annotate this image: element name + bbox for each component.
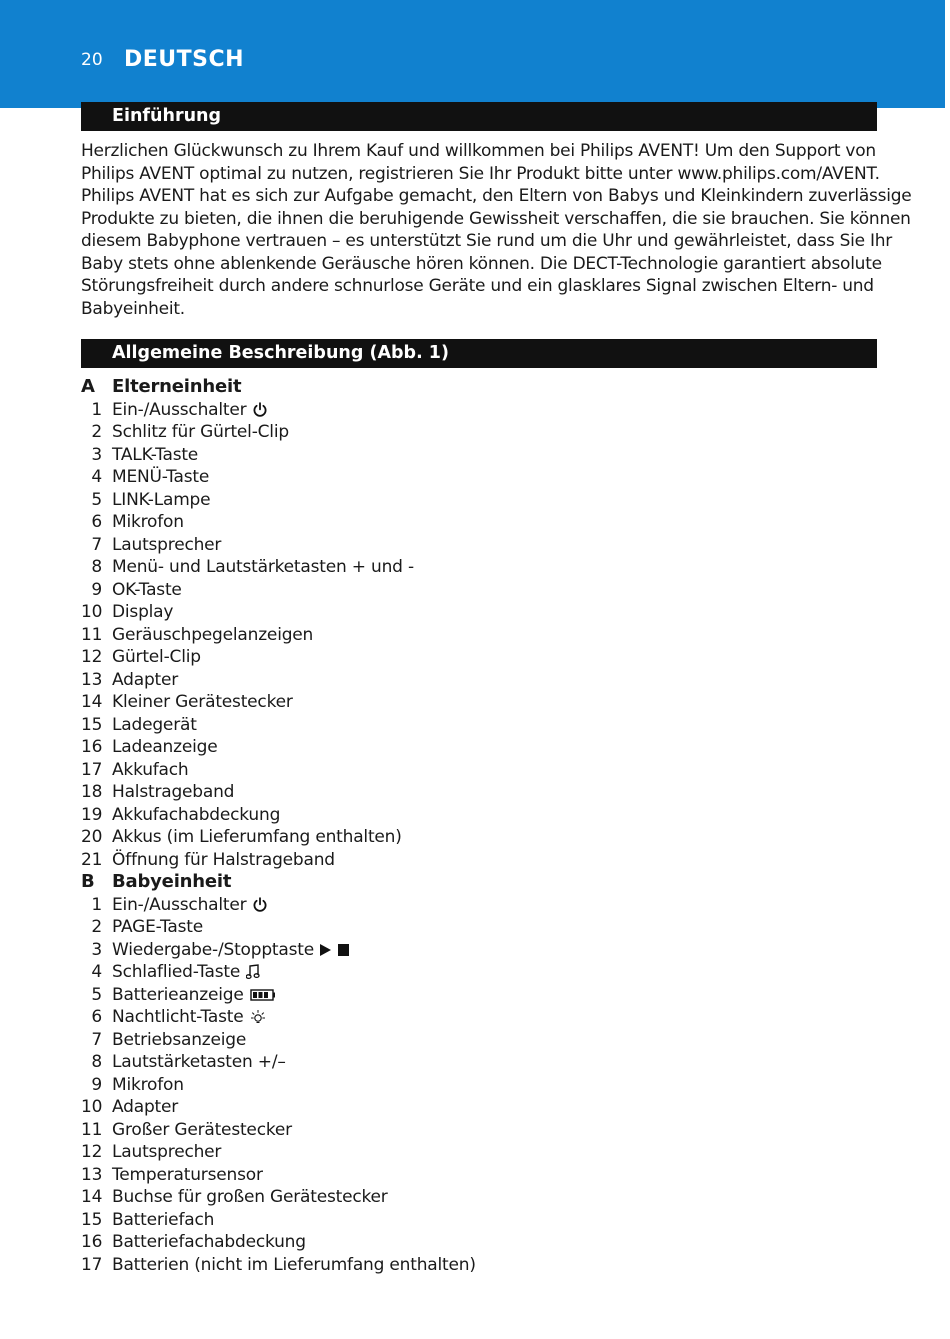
list-item [81, 1119, 841, 1142]
item-label [112, 444, 198, 467]
item-label-text: MENÜ-Taste [112, 467, 210, 487]
list-item [81, 984, 841, 1007]
play-stop-icon [320, 943, 350, 957]
item-label-text: Ein-/Ausschalter [112, 894, 247, 915]
item-number: 13 [81, 1164, 103, 1185]
item-number: 3 [91, 939, 102, 960]
item-label [112, 691, 293, 714]
item-number: 1 [91, 894, 102, 915]
list-item [81, 511, 841, 534]
item-number: 8 [91, 1052, 102, 1072]
list-item [81, 421, 841, 444]
item-label-text: Schlaflied-Taste [112, 962, 241, 982]
item-number: 7 [91, 534, 102, 555]
item-label [112, 781, 234, 804]
list-item [81, 759, 841, 782]
language-title: DEUTSCH [124, 47, 245, 72]
item-number: 2 [91, 917, 102, 937]
item-number: 20 [81, 827, 103, 847]
parent-unit-heading [81, 376, 841, 399]
list-item [81, 444, 841, 467]
item-label [112, 849, 335, 872]
item-label-text: OK-Taste [112, 579, 182, 600]
item-label-text: Temperatursensor [112, 1164, 263, 1185]
item-number: 14 [81, 1187, 103, 1207]
list-item [81, 1164, 841, 1187]
list-item [81, 714, 841, 737]
item-number: 4 [91, 467, 102, 487]
item-number: 21 [81, 849, 103, 870]
item-number: 16 [81, 737, 103, 757]
item-label-text: Batteriefachabdeckung [112, 1232, 306, 1252]
list-item [81, 624, 841, 647]
list-item [81, 939, 841, 962]
item-label-text: Batterieanzeige [112, 984, 244, 1005]
section-heading-intro: Einführung [81, 102, 877, 131]
item-label-text: PAGE-Taste [112, 917, 203, 937]
list-item [81, 916, 841, 939]
list-item [81, 1254, 841, 1277]
item-label-text: Display [112, 602, 174, 622]
intro-line: Herzlichen Glückwunsch zu Ihrem Kauf und willkommen bei Philips AVENT! Um den Support von [81, 141, 876, 161]
item-label [112, 624, 313, 647]
item-number: 16 [81, 1232, 103, 1252]
list-item [81, 1141, 841, 1164]
list-item [81, 1006, 841, 1029]
item-label [112, 916, 203, 939]
list-item [81, 961, 841, 984]
item-number: 11 [81, 1119, 103, 1140]
list-item [81, 556, 841, 579]
item-label [112, 1051, 286, 1074]
power-icon [252, 897, 268, 913]
item-number: 19 [81, 804, 103, 825]
item-label-text: Großer Gerätestecker [112, 1119, 292, 1140]
item-number: 10 [81, 1097, 103, 1117]
item-label [112, 1006, 266, 1029]
item-label-text: Halstrageband [112, 782, 235, 802]
item-label [112, 714, 197, 737]
list-item [81, 601, 841, 624]
item-label-text: Akkus (im Lieferumfang enthalten) [112, 827, 402, 847]
item-number: 12 [81, 1142, 103, 1162]
item-label [112, 961, 260, 984]
item-number: 6 [91, 512, 102, 532]
list-item [81, 1029, 841, 1052]
item-label [112, 534, 221, 557]
item-label-text: Akkufachabdeckung [112, 804, 281, 825]
item-number: 1 [91, 399, 102, 420]
item-label [112, 1074, 184, 1097]
item-label [112, 736, 218, 759]
item-label [112, 1254, 476, 1277]
item-label-text: TALK-Taste [112, 444, 199, 465]
list-item [81, 1209, 841, 1232]
item-label [112, 894, 268, 917]
item-label [112, 489, 210, 512]
list-item [81, 781, 841, 804]
item-number: 12 [81, 647, 103, 667]
item-label-text: Schlitz für Gürtel-Clip [112, 422, 289, 442]
section-heading-description: Allgemeine Beschreibung (Abb. 1) [81, 339, 877, 368]
list-item [81, 736, 841, 759]
group-title: Elterneinheit [112, 376, 242, 397]
list-item [81, 646, 841, 669]
music-note-icon [246, 964, 260, 980]
item-number: 14 [81, 692, 103, 712]
intro-paragraph [81, 140, 912, 320]
item-label [112, 826, 402, 849]
item-label-text: Betriebsanzeige [112, 1029, 247, 1050]
list-item [81, 534, 841, 557]
item-label-text: Lautsprecher [112, 1142, 222, 1162]
list-item [81, 489, 841, 512]
list-item [81, 399, 841, 422]
item-number: 5 [91, 984, 102, 1005]
item-label [112, 804, 280, 827]
item-label [112, 939, 350, 962]
item-label-text: Lautsprecher [112, 534, 222, 555]
item-label [112, 1164, 263, 1187]
item-number: 15 [81, 714, 103, 735]
item-label-text: Buchse für großen Gerätestecker [112, 1187, 388, 1207]
item-label [112, 579, 182, 602]
item-number: 11 [81, 624, 103, 645]
item-number: 17 [81, 1254, 103, 1275]
intro-line: Babyeinheit. [81, 298, 185, 319]
header-banner [0, 0, 945, 108]
item-label [112, 1096, 178, 1119]
page-number: 20 [81, 50, 103, 70]
intro-line: Baby stets ohne ablenkende Geräusche hören können. Die DECT-Technologie garantiert absolute [81, 253, 882, 274]
item-label-text: Ein-/Ausschalter [112, 399, 247, 420]
group-letter: B [81, 871, 95, 892]
item-label [112, 759, 189, 782]
list-item [81, 849, 841, 872]
item-label [112, 511, 184, 534]
item-number: 6 [91, 1007, 102, 1027]
item-label [112, 601, 173, 624]
item-label-text: Akkufach [112, 759, 189, 780]
item-number: 13 [81, 669, 103, 690]
list-item [81, 804, 841, 827]
item-number: 7 [91, 1029, 102, 1050]
intro-line: diesem Babyphone vertrauen – es unterstützt Sie rund um die Uhr und gewährleistet, dass Sie Ihr [81, 231, 893, 251]
item-number: 18 [81, 782, 103, 802]
item-label [112, 669, 178, 692]
item-label-text: Menü- und Lautstärketasten + und - [112, 557, 414, 577]
list-item [81, 579, 841, 602]
item-label-text: Öffnung für Halstrageband [112, 849, 335, 870]
item-label [112, 466, 209, 489]
item-number: 8 [91, 557, 102, 577]
list-item [81, 894, 841, 917]
item-label [112, 421, 289, 444]
item-label-text: Mikrofon [112, 512, 184, 532]
item-number: 3 [91, 444, 102, 465]
parts-list [81, 376, 841, 1276]
item-label-text: Ladeanzeige [112, 737, 218, 757]
list-item [81, 826, 841, 849]
list-item [81, 1051, 841, 1074]
item-number: 15 [81, 1209, 103, 1230]
group-letter: A [81, 376, 95, 397]
list-item [81, 691, 841, 714]
item-label-text: Nachtlicht-Taste [112, 1007, 244, 1027]
item-label-text: Geräuschpegelanzeigen [112, 624, 314, 645]
battery-icon [250, 989, 276, 1001]
item-label-text: Kleiner Gerätestecker [112, 692, 293, 712]
item-label [112, 984, 276, 1007]
item-label-text: Wiedergabe-/Stopptaste [112, 939, 314, 960]
item-number: 10 [81, 602, 103, 622]
item-number: 9 [91, 579, 102, 600]
list-item [81, 1231, 841, 1254]
power-icon [252, 402, 268, 418]
item-label [112, 1186, 388, 1209]
list-item [81, 1096, 841, 1119]
item-label [112, 1231, 306, 1254]
item-number: 2 [91, 422, 102, 442]
item-number: 5 [91, 489, 102, 510]
list-item [81, 1186, 841, 1209]
intro-line: Philips AVENT hat es sich zur Aufgabe gemacht, den Eltern von Babys und Kleinkindern zuverlässige [81, 186, 912, 206]
baby-unit-heading [81, 871, 841, 894]
list-item [81, 1074, 841, 1097]
item-number: 17 [81, 759, 103, 780]
item-number: 9 [91, 1074, 102, 1095]
item-label-text: Batteriefach [112, 1209, 215, 1230]
item-label-text: Lautstärketasten +/– [112, 1052, 286, 1072]
intro-line: Philips AVENT optimal zu nutzen, registrieren Sie Ihr Produkt bitte unter www.philips.com/AVENT. [81, 163, 880, 184]
item-label [112, 556, 414, 579]
item-label-text: Adapter [112, 1097, 179, 1117]
item-label-text: Ladegerät [112, 714, 197, 735]
item-number: 4 [91, 962, 102, 982]
item-label-text: Mikrofon [112, 1074, 184, 1095]
item-label [112, 1141, 221, 1164]
item-label [112, 1029, 246, 1052]
item-label-text: Gürtel-Clip [112, 647, 201, 667]
item-label [112, 1209, 214, 1232]
item-label-text: Batterien (nicht im Lieferumfang enthalten) [112, 1254, 476, 1275]
intro-line: Störungsfreiheit durch andere schnurlose Geräte und ein glasklares Signal zwischen Eltern- und [81, 276, 874, 296]
item-label [112, 399, 268, 422]
item-label [112, 646, 201, 669]
intro-line: Produkte zu bieten, die ihnen die beruhigende Gewissheit verschaffen, die sie brauchen. Sie können [81, 208, 911, 229]
item-label-text: Adapter [112, 669, 179, 690]
group-title: Babyeinheit [112, 871, 232, 892]
item-label [112, 1119, 292, 1142]
list-item [81, 669, 841, 692]
list-item [81, 466, 841, 489]
item-label-text: LINK-Lampe [112, 489, 211, 510]
nightlight-icon [250, 1009, 266, 1025]
